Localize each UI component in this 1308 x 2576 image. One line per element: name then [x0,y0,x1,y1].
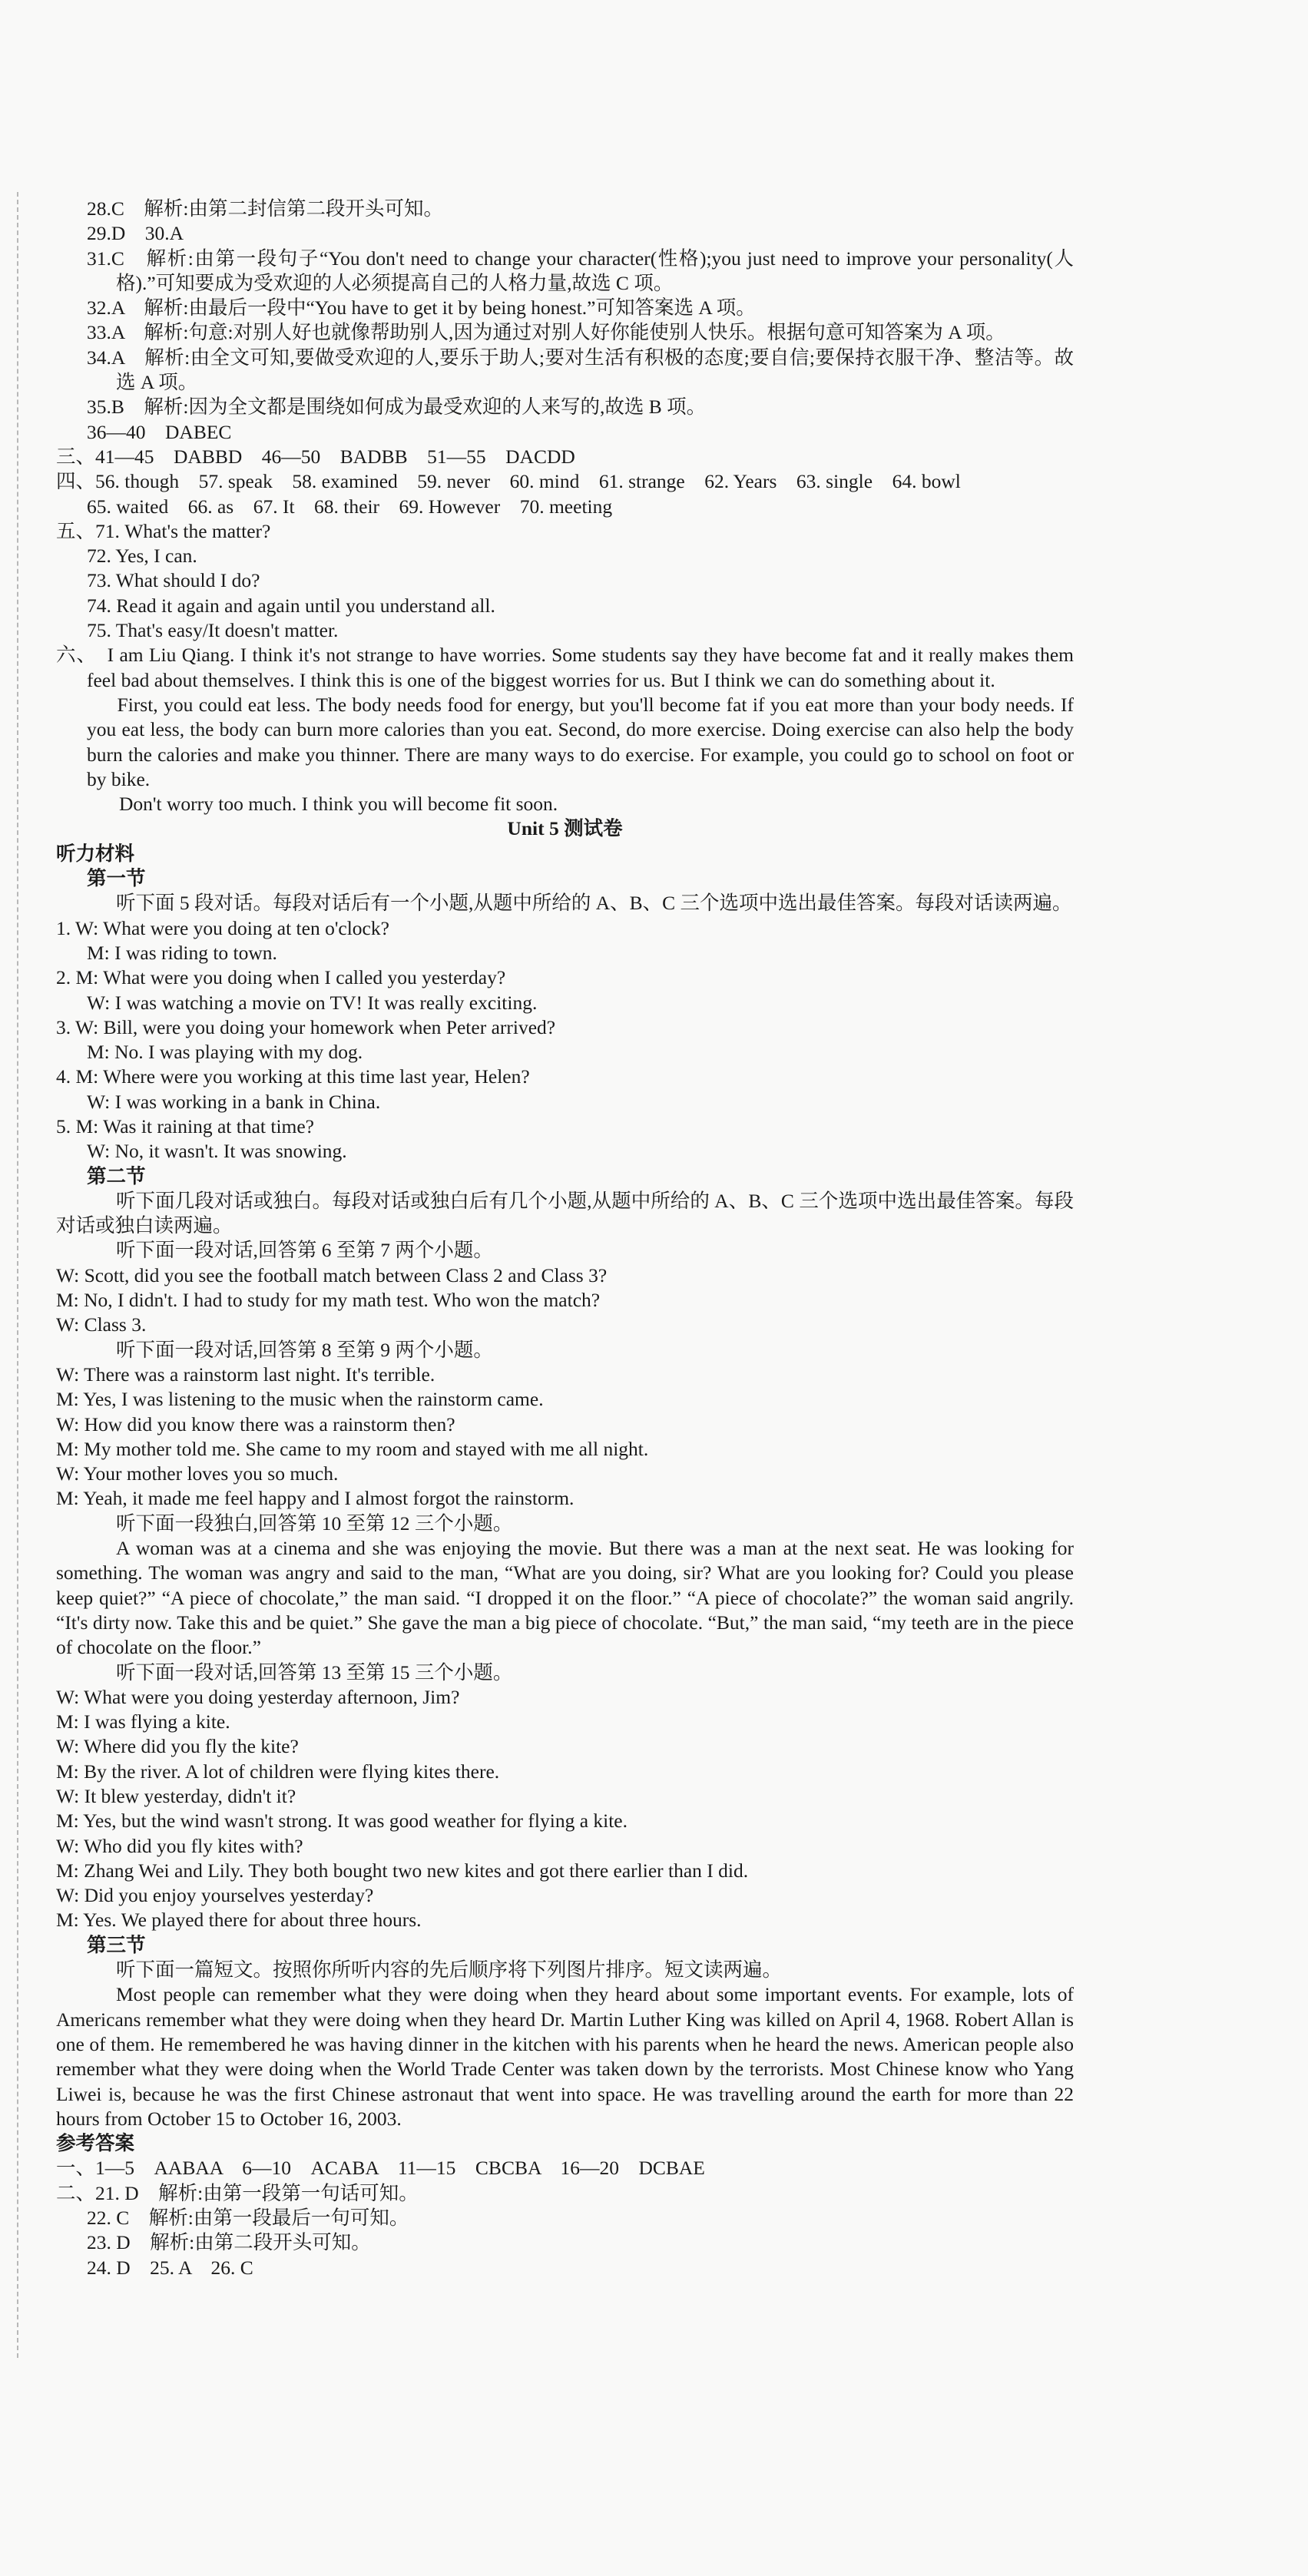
text-line: 35.B 解析:因为全文都是围绕如何成为最受欢迎的人来写的,故选 B 项。 [87,396,707,419]
text-line: M: Yes. We played there for about three hours. [56,1909,422,1932]
text-line: 三、41—45 DABBD 46—50 BADBB 51—55 DACDD [56,445,575,468]
text-line: 75. That's easy/It doesn't matter. [87,619,339,642]
text-line: M: Yeah, it made me feel happy and I almost forgot the rainstorm. [56,1487,575,1510]
text-line: W: What were you doing yesterday afternoon, Jim? [56,1685,460,1708]
text-line: M: Zhang Wei and Lily. They both bought two new kites and got there earlier than I did. [56,1859,749,1882]
text-line: 23. D 解析:由第二段开头可知。 [87,2231,371,2254]
text-line: 65. waited 66. as 67. It 68. their 69. However 70. meeting [87,495,613,518]
text-line: 73. What should I do? [87,569,260,592]
text-line: M: My mother told me. She came to my room and stayed with me all night. [56,1437,649,1460]
text-line: 33.A 解析:句意:对别人好也就像帮助别人,因为通过对别人好你能使别人快乐。根据句意可知答案为 A 项。 [87,321,1005,344]
text-line: 2. M: What were you doing when I called you yesterday? [56,966,506,989]
text-line: W: Did you enjoy yourselves yesterday? [56,1884,374,1907]
text-line: 第二节 [87,1164,146,1187]
text-line: 22. C 解析:由第一段最后一句可知。 [87,2207,409,2230]
text-line: W: I was watching a movie on TV! It was really exciting. [87,991,538,1014]
text-line: 四、56. though 57. speak 58. examined 59. never 60. mind 61. strange 62. Years 63. single 64. bowl [56,470,961,493]
text-line: 4. M: Where were you working at this time last year, Helen? [56,1065,530,1088]
text-line: 29.D 30.A [87,222,184,245]
text-line: M: I was riding to town. [87,941,277,964]
text-line: M: By the river. A lot of children were flying kites there. [56,1760,500,1783]
text-line: 听力材料 [56,842,135,865]
text-line: W: Your mother loves you so much. [56,1462,339,1485]
text-line: 听下面一段独白,回答第 10 至第 12 三个小题。 [116,1511,513,1535]
text-line: W: Scott, did you see the football match between Class 2 and Class 3? [56,1263,608,1286]
text-line: 二、21. D 解析:由第一段第一句话可知。 [56,2181,419,2204]
text-line: 3. W: Bill, were you doing your homework when Peter arrived? [56,1015,556,1038]
text-line: 一、1—5 AABAA 6—10 ACABA 11—15 CBCBA 16—20 DCBAE [56,2157,705,2180]
text-line: M: I was flying a kite. [56,1710,230,1733]
binding-dashed-line [17,192,18,2358]
text-line: M: Yes, I was listening to the music when the rainstorm came. [56,1388,544,1411]
text-line: First, you could eat less. The body needs food for energy, but you'll become fat if you eat more than your body needs. If you eat less, the body can burn more calories than you eat. Second, do more exercise. Doing exercise can also help the body burn the calories and make you thinner. There are many ways to do exercise. For example, you could go to school on foot or by bike. [56,693,1079,790]
text-line: 五、71. What's the matter? [56,519,271,542]
text-line: 1. W: What were you doing at ten o'clock? [56,916,389,939]
text-line: W: How did you know there was a rainstorm then? [56,1412,455,1435]
text-line: 28.C 解析:由第二封信第二段开头可知。 [87,197,443,220]
text-line: 第一节 [87,867,146,890]
text-line: Don't worry too much. I think you will become fit soon. [119,793,558,816]
text-line: 听下面一段对话,回答第 6 至第 7 两个小题。 [116,1239,493,1262]
text-line: W: Class 3. [56,1313,147,1336]
text-line: W: I was working in a bank in China. [87,1090,381,1113]
text-line: 5. M: Was it raining at that time? [56,1114,314,1137]
text-line: 第三节 [87,1933,146,1956]
text-line: 74. Read it again and again until you understand all. [87,594,495,617]
text-line: 听下面一段对话,回答第 8 至第 9 两个小题。 [116,1338,493,1361]
text-line: Most people can remember what they were doing when they heard about some important events. For example, lots of Americans remember what they were doing when they heard Dr. Martin Luther King was killed on April 4, 1968. Robert Allan is one of them. He remembered he was having dinner in the kitchen with his parents when he heard the news. American people also remember what they were doing when the World Trade Center was taken down by the terrorists. Most Chinese know who Yang Liwei is, because he was the first Chinese astronaut that went into space. He was travelling around the earth for more than 22 hours from October 15 to October 16, 2003. [56,1983,1079,2130]
text-line: 听下面一篇短文。按照你所听内容的先后顺序将下列图片排序。短文读两遍。 [116,1958,783,1982]
text-line: M: No, I didn't. I had to study for my math test. Who won the match? [56,1289,601,1312]
text-line: 31.C 解析:由第一段句子“You don't need to change your character(性格);you just need to improve your personality(人格).”可知要成为受欢迎的人必须提高自己的人格力量,故选 C 项。 [87,247,1074,294]
answer-key-page [56,197,1079,2280]
text-line: M: No. I was playing with my dog. [87,1041,363,1064]
text-line: 参考答案 [56,2132,135,2155]
text-line: 听下面 5 段对话。每段对话后有一个小题,从题中所给的 A、B、C 三个选项中选出最佳答案。每段对话读两遍。 [116,892,1072,915]
text-line: 听下面几段对话或独白。每段对话或独白后有几个小题,从题中所给的 A、B、C 三个选项中选出最佳答案。每段对话或独白读两遍。 [56,1189,1074,1237]
text-line: 六、 I am Liu Qiang. I think it's not strange to have worries. Some students say they have become fat and it really makes them feel bad about themselves. I think this is one of the biggest worries for us. But I think we can do something about it. [56,644,1079,691]
text-line: W: It blew yesterday, didn't it? [56,1785,296,1807]
text-line: W: Where did you fly the kite? [56,1735,299,1758]
text-line: 72. Yes, I can. [87,545,197,568]
text-line: 34.A 解析:由全文可知,要做受欢迎的人,要乐于助人;要对生活有积极的态度;要自信;要保持衣服干净、整洁等。故选 A 项。 [87,346,1074,394]
text-line: Unit 5 测试卷 [507,817,623,840]
text-line: 听下面一段对话,回答第 13 至第 15 三个小题。 [116,1660,513,1684]
text-line: M: Yes, but the wind wasn't strong. It was good weather for flying a kite. [56,1809,628,1833]
text-line: 36—40 DABEC [87,420,232,443]
text-line: 32.A 解析:由最后一段中“You have to get it by being honest.”可知答案选 A 项。 [87,296,756,320]
text-line: W: Who did you fly kites with? [56,1834,303,1857]
text-line: W: No, it wasn't. It was snowing. [87,1140,347,1163]
text-line: W: There was a rainstorm last night. It's terrible. [56,1362,435,1386]
text-line: A woman was at a cinema and she was enjoying the movie. But there was a man at the next seat. He was looking for something. The woman was angry and said to the man, “What are you doing, sir? What are you looking for? Could you please keep quiet?” “A piece of chocolate,” the man said. “I dropped it on the floor.” “A piece of chocolate?” the woman said angrily. “It's dirty now. Take this and be quiet.” She gave the man a big piece of chocolate. “But,” the man said, “my teeth are in the piece of chocolate on the floor.” [56,1537,1079,1659]
text-line: 24. D 25. A 26. C [87,2256,253,2279]
